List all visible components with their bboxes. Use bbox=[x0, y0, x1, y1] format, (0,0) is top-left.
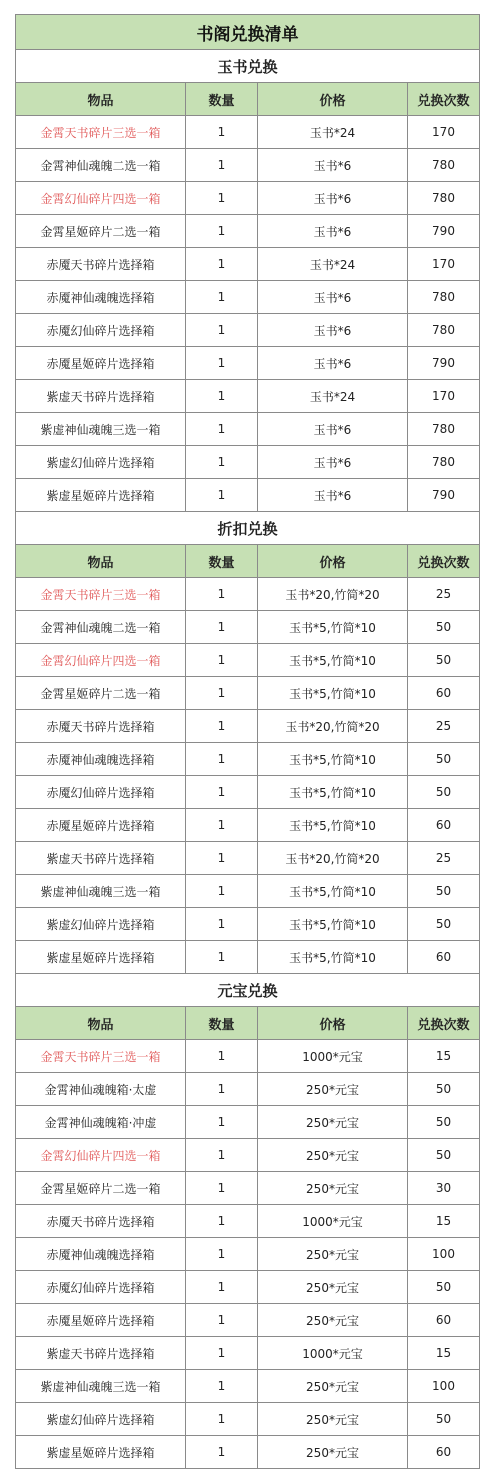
cell-item: 金霄幻仙碎片四选一箱 bbox=[16, 1139, 186, 1172]
cell-times: 50 bbox=[408, 644, 480, 677]
cell-times: 50 bbox=[408, 776, 480, 809]
table-row bbox=[16, 941, 480, 974]
table-row bbox=[16, 743, 480, 776]
cell-times: 50 bbox=[408, 1073, 480, 1106]
table-row bbox=[16, 1205, 480, 1238]
cell-item: 赤魇星姬碎片选择箱 bbox=[16, 347, 186, 380]
table-row bbox=[16, 1073, 480, 1106]
cell-times: 50 bbox=[408, 1139, 480, 1172]
section-title-row bbox=[16, 974, 480, 1007]
cell-quantity: 1 bbox=[186, 1172, 258, 1205]
cell-item: 赤魇天书碎片选择箱 bbox=[16, 710, 186, 743]
cell-quantity: 1 bbox=[186, 875, 258, 908]
cell-times: 50 bbox=[408, 743, 480, 776]
table-row bbox=[16, 842, 480, 875]
cell-times: 170 bbox=[408, 116, 480, 149]
cell-price: 玉书*6 bbox=[258, 479, 408, 512]
cell-price: 玉书*6 bbox=[258, 149, 408, 182]
cell-item: 紫虚幻仙碎片选择箱 bbox=[16, 908, 186, 941]
cell-price: 玉书*5,竹简*10 bbox=[258, 677, 408, 710]
cell-times: 60 bbox=[408, 941, 480, 974]
cell-quantity: 1 bbox=[186, 1205, 258, 1238]
cell-item: 紫虚星姬碎片选择箱 bbox=[16, 1436, 186, 1469]
column-header-row bbox=[16, 545, 480, 578]
cell-item: 紫虚天书碎片选择箱 bbox=[16, 380, 186, 413]
cell-times: 15 bbox=[408, 1040, 480, 1073]
cell-item: 金霄神仙魂魄二选一箱 bbox=[16, 611, 186, 644]
table-row bbox=[16, 281, 480, 314]
header-times: 兑换次数 bbox=[408, 83, 480, 116]
cell-item: 赤魇天书碎片选择箱 bbox=[16, 1205, 186, 1238]
cell-price: 250*元宝 bbox=[258, 1073, 408, 1106]
cell-times: 780 bbox=[408, 149, 480, 182]
cell-times: 25 bbox=[408, 710, 480, 743]
cell-times: 170 bbox=[408, 380, 480, 413]
table-row bbox=[16, 380, 480, 413]
cell-quantity: 1 bbox=[186, 1403, 258, 1436]
cell-quantity: 1 bbox=[186, 248, 258, 281]
cell-quantity: 1 bbox=[186, 611, 258, 644]
cell-price: 玉书*6 bbox=[258, 182, 408, 215]
cell-quantity: 1 bbox=[186, 842, 258, 875]
cell-price: 玉书*6 bbox=[258, 413, 408, 446]
cell-quantity: 1 bbox=[186, 776, 258, 809]
cell-item: 赤魇幻仙碎片选择箱 bbox=[16, 1271, 186, 1304]
cell-price: 250*元宝 bbox=[258, 1106, 408, 1139]
header-item: 物品 bbox=[16, 1007, 186, 1040]
header-price: 价格 bbox=[258, 545, 408, 578]
table-row bbox=[16, 710, 480, 743]
cell-price: 玉书*5,竹简*10 bbox=[258, 908, 408, 941]
cell-quantity: 1 bbox=[186, 1436, 258, 1469]
cell-price: 250*元宝 bbox=[258, 1370, 408, 1403]
table-row bbox=[16, 809, 480, 842]
cell-quantity: 1 bbox=[186, 677, 258, 710]
cell-quantity: 1 bbox=[186, 116, 258, 149]
cell-times: 790 bbox=[408, 347, 480, 380]
table-row bbox=[16, 413, 480, 446]
cell-item: 金霄神仙魂魄箱·冲虚 bbox=[16, 1106, 186, 1139]
cell-times: 50 bbox=[408, 1106, 480, 1139]
table-row bbox=[16, 347, 480, 380]
cell-times: 50 bbox=[408, 875, 480, 908]
table-row bbox=[16, 446, 480, 479]
table-row bbox=[16, 1403, 480, 1436]
cell-item: 金霄天书碎片三选一箱 bbox=[16, 116, 186, 149]
cell-price: 250*元宝 bbox=[258, 1403, 408, 1436]
cell-quantity: 1 bbox=[186, 413, 258, 446]
cell-price: 1000*元宝 bbox=[258, 1205, 408, 1238]
cell-price: 1000*元宝 bbox=[258, 1040, 408, 1073]
table-row bbox=[16, 248, 480, 281]
cell-item: 赤魇幻仙碎片选择箱 bbox=[16, 314, 186, 347]
cell-quantity: 1 bbox=[186, 314, 258, 347]
cell-quantity: 1 bbox=[186, 1106, 258, 1139]
cell-price: 250*元宝 bbox=[258, 1304, 408, 1337]
header-times: 兑换次数 bbox=[408, 545, 480, 578]
table-row bbox=[16, 314, 480, 347]
table-row bbox=[16, 182, 480, 215]
cell-price: 玉书*6 bbox=[258, 314, 408, 347]
cell-item: 金霄星姬碎片二选一箱 bbox=[16, 677, 186, 710]
cell-item: 金霄星姬碎片二选一箱 bbox=[16, 1172, 186, 1205]
cell-times: 780 bbox=[408, 446, 480, 479]
exchange-table-body bbox=[16, 15, 480, 1469]
table-row bbox=[16, 1106, 480, 1139]
cell-item: 赤魇天书碎片选择箱 bbox=[16, 248, 186, 281]
header-quantity: 数量 bbox=[186, 83, 258, 116]
cell-price: 玉书*20,竹简*20 bbox=[258, 842, 408, 875]
cell-times: 50 bbox=[408, 1403, 480, 1436]
table-row bbox=[16, 677, 480, 710]
cell-price: 250*元宝 bbox=[258, 1172, 408, 1205]
cell-quantity: 1 bbox=[186, 1139, 258, 1172]
cell-quantity: 1 bbox=[186, 347, 258, 380]
cell-times: 15 bbox=[408, 1337, 480, 1370]
header-price: 价格 bbox=[258, 83, 408, 116]
cell-item: 紫虚幻仙碎片选择箱 bbox=[16, 446, 186, 479]
table-row bbox=[16, 1271, 480, 1304]
header-item: 物品 bbox=[16, 83, 186, 116]
cell-quantity: 1 bbox=[186, 644, 258, 677]
table-row bbox=[16, 1238, 480, 1271]
cell-quantity: 1 bbox=[186, 743, 258, 776]
cell-quantity: 1 bbox=[186, 149, 258, 182]
section-title: 玉书兑换 bbox=[16, 50, 480, 83]
cell-times: 780 bbox=[408, 314, 480, 347]
header-item: 物品 bbox=[16, 545, 186, 578]
cell-quantity: 1 bbox=[186, 908, 258, 941]
cell-quantity: 1 bbox=[186, 710, 258, 743]
column-header-row bbox=[16, 1007, 480, 1040]
cell-item: 金霄天书碎片三选一箱 bbox=[16, 1040, 186, 1073]
table-title-row bbox=[16, 15, 480, 50]
cell-item: 紫虚神仙魂魄三选一箱 bbox=[16, 875, 186, 908]
cell-quantity: 1 bbox=[186, 1337, 258, 1370]
cell-item: 紫虚神仙魂魄三选一箱 bbox=[16, 1370, 186, 1403]
cell-quantity: 1 bbox=[186, 1040, 258, 1073]
cell-item: 金霄神仙魂魄箱·太虚 bbox=[16, 1073, 186, 1106]
cell-times: 60 bbox=[408, 677, 480, 710]
cell-times: 60 bbox=[408, 1304, 480, 1337]
cell-price: 玉书*5,竹简*10 bbox=[258, 809, 408, 842]
cell-item: 紫虚星姬碎片选择箱 bbox=[16, 941, 186, 974]
cell-quantity: 1 bbox=[186, 1271, 258, 1304]
cell-times: 25 bbox=[408, 842, 480, 875]
table-title: 书阁兑换清单 bbox=[16, 15, 480, 50]
cell-item: 紫虚神仙魂魄三选一箱 bbox=[16, 413, 186, 446]
cell-times: 780 bbox=[408, 182, 480, 215]
cell-times: 170 bbox=[408, 248, 480, 281]
cell-quantity: 1 bbox=[186, 809, 258, 842]
cell-price: 玉书*20,竹简*20 bbox=[258, 578, 408, 611]
header-price: 价格 bbox=[258, 1007, 408, 1040]
cell-quantity: 1 bbox=[186, 380, 258, 413]
table-row bbox=[16, 578, 480, 611]
cell-times: 100 bbox=[408, 1370, 480, 1403]
table-row bbox=[16, 1139, 480, 1172]
cell-item: 赤魇星姬碎片选择箱 bbox=[16, 809, 186, 842]
cell-price: 玉书*6 bbox=[258, 281, 408, 314]
cell-item: 金霄幻仙碎片四选一箱 bbox=[16, 182, 186, 215]
cell-quantity: 1 bbox=[186, 1370, 258, 1403]
cell-quantity: 1 bbox=[186, 479, 258, 512]
table-row bbox=[16, 875, 480, 908]
cell-quantity: 1 bbox=[186, 281, 258, 314]
table-row bbox=[16, 215, 480, 248]
table-row bbox=[16, 116, 480, 149]
table-row bbox=[16, 1436, 480, 1469]
cell-price: 玉书*5,竹简*10 bbox=[258, 611, 408, 644]
cell-times: 15 bbox=[408, 1205, 480, 1238]
header-times: 兑换次数 bbox=[408, 1007, 480, 1040]
section-title-row bbox=[16, 512, 480, 545]
cell-item: 金霄天书碎片三选一箱 bbox=[16, 578, 186, 611]
cell-item: 赤魇神仙魂魄选择箱 bbox=[16, 1238, 186, 1271]
table-row bbox=[16, 644, 480, 677]
cell-times: 790 bbox=[408, 215, 480, 248]
cell-price: 玉书*24 bbox=[258, 116, 408, 149]
cell-times: 780 bbox=[408, 413, 480, 446]
table-row bbox=[16, 1370, 480, 1403]
cell-item: 金霄神仙魂魄二选一箱 bbox=[16, 149, 186, 182]
cell-times: 25 bbox=[408, 578, 480, 611]
cell-price: 玉书*5,竹简*10 bbox=[258, 743, 408, 776]
header-quantity: 数量 bbox=[186, 1007, 258, 1040]
cell-price: 玉书*20,竹简*20 bbox=[258, 710, 408, 743]
cell-item: 金霄星姬碎片二选一箱 bbox=[16, 215, 186, 248]
cell-price: 250*元宝 bbox=[258, 1238, 408, 1271]
table-row bbox=[16, 776, 480, 809]
cell-quantity: 1 bbox=[186, 215, 258, 248]
cell-item: 紫虚天书碎片选择箱 bbox=[16, 1337, 186, 1370]
cell-price: 玉书*5,竹简*10 bbox=[258, 776, 408, 809]
cell-price: 250*元宝 bbox=[258, 1436, 408, 1469]
cell-quantity: 1 bbox=[186, 1238, 258, 1271]
column-header-row bbox=[16, 83, 480, 116]
cell-times: 60 bbox=[408, 1436, 480, 1469]
table-row bbox=[16, 1337, 480, 1370]
cell-quantity: 1 bbox=[186, 182, 258, 215]
cell-item: 赤魇星姬碎片选择箱 bbox=[16, 1304, 186, 1337]
cell-times: 60 bbox=[408, 809, 480, 842]
cell-price: 250*元宝 bbox=[258, 1139, 408, 1172]
cell-price: 玉书*24 bbox=[258, 380, 408, 413]
cell-item: 赤魇神仙魂魄选择箱 bbox=[16, 743, 186, 776]
cell-item: 紫虚天书碎片选择箱 bbox=[16, 842, 186, 875]
section-title: 元宝兑换 bbox=[16, 974, 480, 1007]
cell-times: 780 bbox=[408, 281, 480, 314]
cell-times: 50 bbox=[408, 611, 480, 644]
table-row bbox=[16, 908, 480, 941]
cell-price: 玉书*6 bbox=[258, 347, 408, 380]
cell-item: 紫虚幻仙碎片选择箱 bbox=[16, 1403, 186, 1436]
table-row bbox=[16, 1040, 480, 1073]
cell-item: 紫虚星姬碎片选择箱 bbox=[16, 479, 186, 512]
cell-times: 50 bbox=[408, 1271, 480, 1304]
table-row bbox=[16, 611, 480, 644]
table-row bbox=[16, 1172, 480, 1205]
cell-times: 100 bbox=[408, 1238, 480, 1271]
exchange-table bbox=[15, 14, 480, 1469]
table-row bbox=[16, 479, 480, 512]
cell-price: 玉书*5,竹简*10 bbox=[258, 941, 408, 974]
cell-price: 1000*元宝 bbox=[258, 1337, 408, 1370]
cell-quantity: 1 bbox=[186, 446, 258, 479]
cell-quantity: 1 bbox=[186, 941, 258, 974]
section-title-row bbox=[16, 50, 480, 83]
cell-quantity: 1 bbox=[186, 578, 258, 611]
cell-item: 金霄幻仙碎片四选一箱 bbox=[16, 644, 186, 677]
section-title: 折扣兑换 bbox=[16, 512, 480, 545]
table-row bbox=[16, 1304, 480, 1337]
cell-price: 玉书*5,竹简*10 bbox=[258, 644, 408, 677]
cell-quantity: 1 bbox=[186, 1304, 258, 1337]
cell-price: 玉书*6 bbox=[258, 215, 408, 248]
cell-price: 250*元宝 bbox=[258, 1271, 408, 1304]
cell-price: 玉书*6 bbox=[258, 446, 408, 479]
cell-price: 玉书*24 bbox=[258, 248, 408, 281]
header-quantity: 数量 bbox=[186, 545, 258, 578]
cell-item: 赤魇神仙魂魄选择箱 bbox=[16, 281, 186, 314]
cell-quantity: 1 bbox=[186, 1073, 258, 1106]
table-row bbox=[16, 149, 480, 182]
cell-price: 玉书*5,竹简*10 bbox=[258, 875, 408, 908]
cell-times: 30 bbox=[408, 1172, 480, 1205]
cell-times: 50 bbox=[408, 908, 480, 941]
cell-times: 790 bbox=[408, 479, 480, 512]
cell-item: 赤魇幻仙碎片选择箱 bbox=[16, 776, 186, 809]
